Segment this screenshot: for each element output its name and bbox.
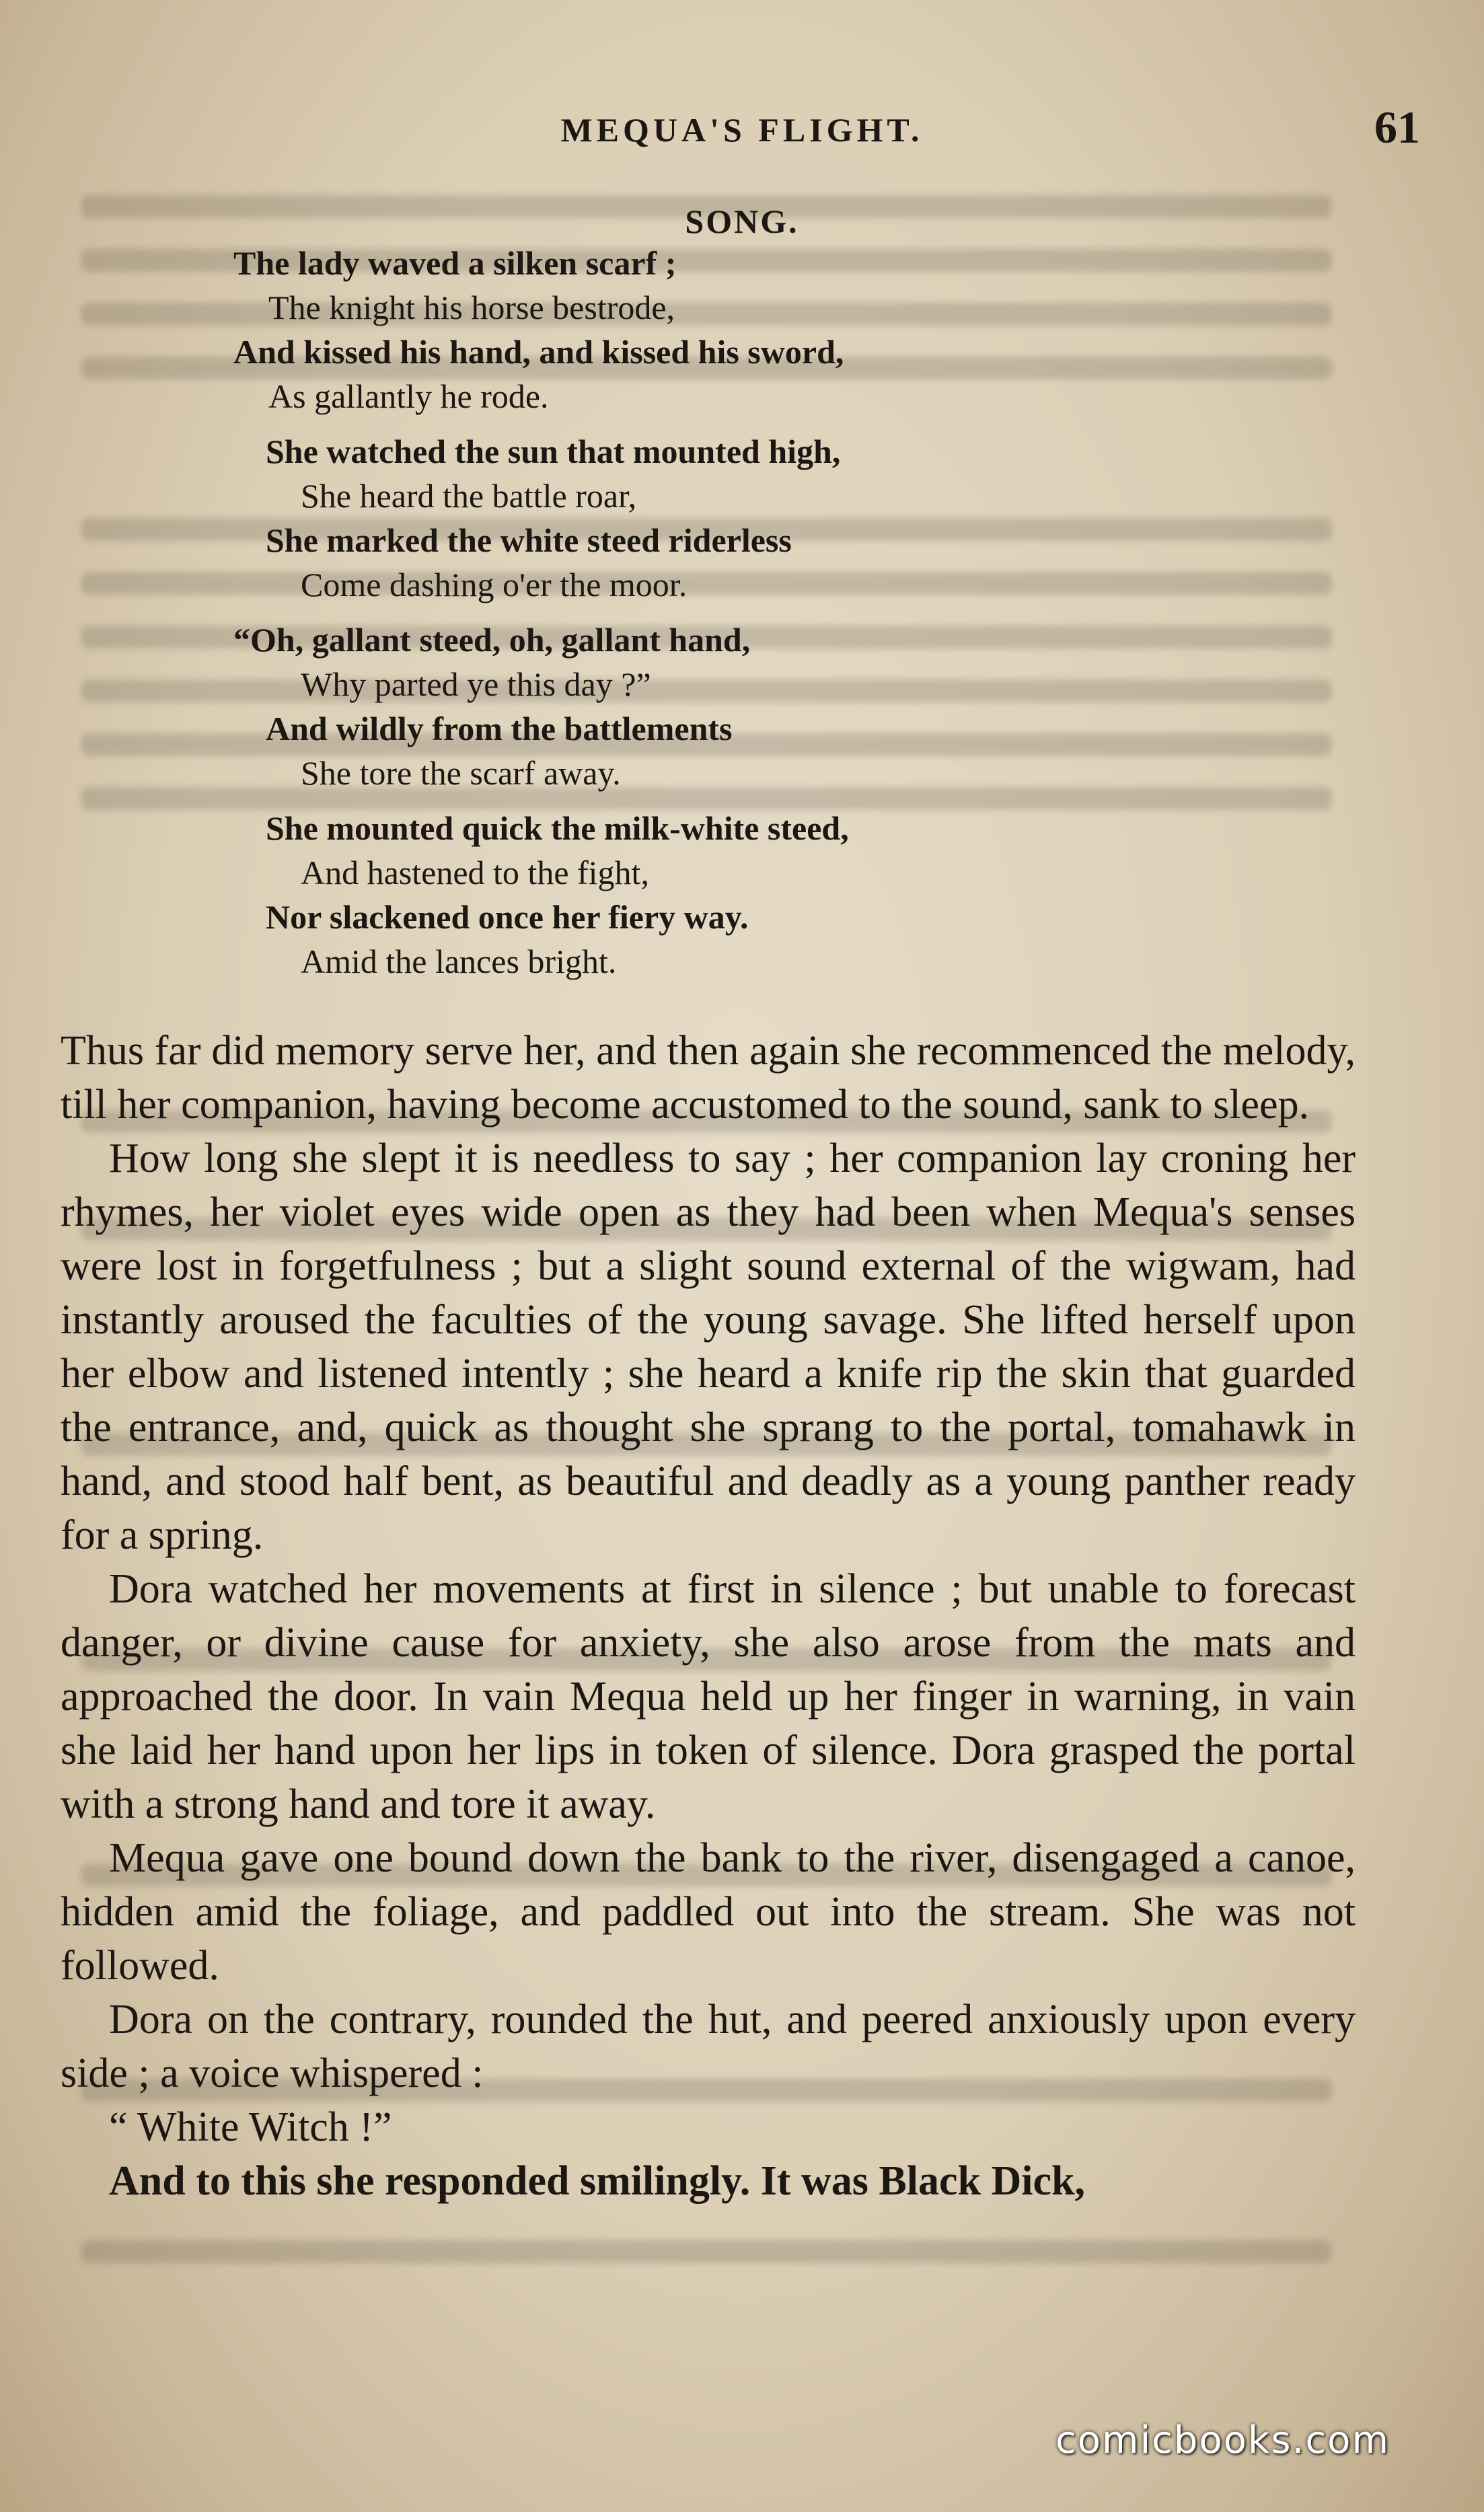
paragraph: Thus far did memory serve her, and then again she recommenced the melody, till her companion, having become accustomed to the sound, sank to sleep. xyxy=(61,1028,1356,1128)
paragraph: Dora watched her movements at first in silence ; but unable to forecast danger, or divine cause for anxiety, she also arose from the mats and approached the door. In vain Mequa held up her finger in warning, in vain she laid her hand upon her lips in token of silence. Dora grasped the portal with a strong hand and tore it away. xyxy=(61,1566,1356,1827)
verse-line: Why parted ye this day ?” xyxy=(301,665,651,703)
verse-line: She watched the sun that mounted high, xyxy=(266,433,841,470)
verse-line: Amid the lances bright. xyxy=(301,943,617,980)
verse-line: She heard the battle roar, xyxy=(301,477,637,515)
page-header xyxy=(64,101,1420,161)
verse-line: Come dashing o'er the moor. xyxy=(301,566,688,603)
paragraph: “ White Witch !” xyxy=(109,2104,392,2150)
verse-line: The lady waved a silken scarf ; xyxy=(233,244,677,282)
verse-line: “Oh, gallant steed, oh, gallant hand, xyxy=(233,621,751,659)
verse-line: And hastened to the fight, xyxy=(301,854,649,891)
verse-line: And wildly from the battlements xyxy=(266,710,733,747)
verse-line: And kissed his hand, and kissed his sword, xyxy=(233,333,844,371)
watermark: comicbooks.com xyxy=(1055,2418,1390,2462)
song-title: SONG. xyxy=(685,202,799,240)
verse-line: The knight his horse bestrode, xyxy=(268,289,675,326)
paragraph: Mequa gave one bound down the bank to the river, disengaged a canoe, hidden amid the foliage, and paddled out into the stream. She was not followed. xyxy=(61,1835,1356,1989)
paragraph: Dora on the contrary, rounded the hut, and peered anxiously upon every side ; a voice whispered : xyxy=(61,1997,1356,2096)
verse-line: She marked the white steed riderless xyxy=(266,521,792,559)
stanza-4 xyxy=(266,806,1241,984)
stanza-1 xyxy=(233,241,1241,418)
song-verses xyxy=(233,241,1241,994)
body-text xyxy=(61,1024,1356,2208)
verse-line: Nor slackened once her fiery way. xyxy=(266,898,749,936)
running-head: MEQUA'S FLIGHT. xyxy=(560,111,924,149)
page-number: 61 xyxy=(1374,102,1420,153)
verse-line: She mounted quick the milk-white steed, xyxy=(266,809,849,847)
paragraph: And to this she responded smilingly. It was Black Dick, xyxy=(109,2158,1085,2204)
stanza-2 xyxy=(266,429,1241,607)
stanza-3 xyxy=(233,618,1241,795)
verse-line: She tore the scarf away. xyxy=(301,754,621,792)
paragraph: How long she slept it is needless to say ; her companion lay croning her rhymes, her violet eyes wide open as they had been when Mequa's senses were lost in forgetfulness ; but a slight sound external of the wigwam, had instantly aroused the faculties of the young savage. She lifted herself upon her elbow and listened intently ; she heard a knife rip the skin that guarded the entrance, and, quick as thought she sprang to the portal, tomahawk in hand, and stood half bent, as beautiful and deadly as a young panther ready for a spring. xyxy=(61,1136,1356,1558)
verse-line: As gallantly he rode. xyxy=(268,377,549,415)
